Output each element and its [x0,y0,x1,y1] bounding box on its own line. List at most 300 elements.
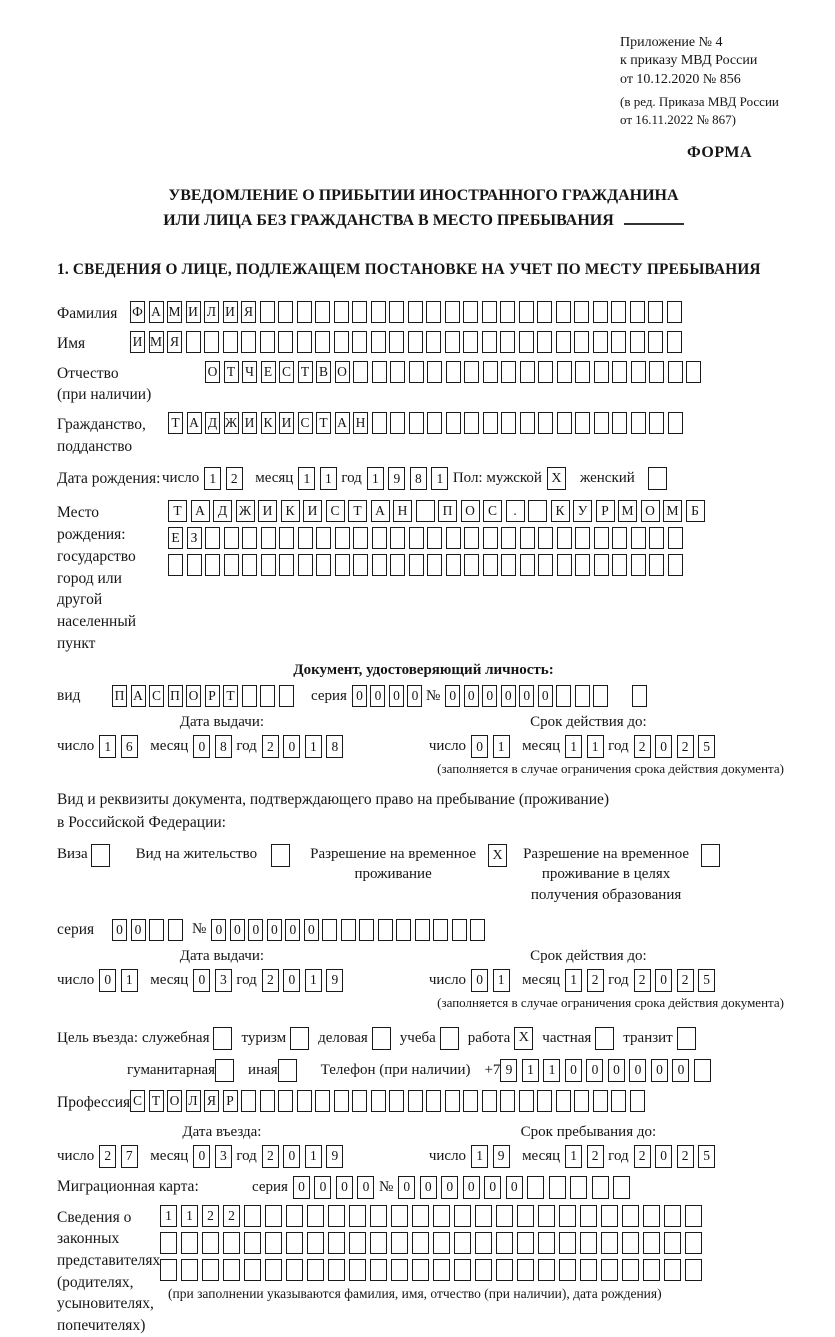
char-cell[interactable] [667,331,682,353]
char-cell[interactable]: 2 [677,969,694,992]
char-cell[interactable] [519,331,534,353]
char-cell[interactable]: 0 [586,1059,603,1082]
char-cell[interactable] [575,361,590,383]
char-cell[interactable]: Р [223,1090,238,1112]
char-cell[interactable]: 0 [482,685,497,707]
char-cell[interactable]: 1 [493,735,510,758]
temp-residence-education-checkbox[interactable] [701,844,720,867]
char-cell[interactable]: А [335,412,350,434]
char-cell[interactable] [557,527,572,549]
char-cell[interactable]: . [506,500,525,522]
char-cell[interactable] [685,1232,702,1254]
char-cell[interactable] [242,685,257,707]
sex-male-checkbox[interactable]: X [547,467,566,490]
char-cell[interactable] [580,1232,597,1254]
char-cell[interactable] [244,1205,261,1227]
purpose-work-checkbox[interactable]: X [514,1027,533,1050]
char-cell[interactable] [202,1232,219,1254]
char-cell[interactable] [390,412,405,434]
char-cell[interactable] [409,361,424,383]
char-cell[interactable] [261,554,276,576]
char-cell[interactable]: 0 [519,685,534,707]
char-cell[interactable] [278,301,293,323]
char-cell[interactable]: З [187,527,202,549]
char-cell[interactable]: 9 [500,1059,517,1082]
char-cell[interactable] [483,412,498,434]
char-cell[interactable] [580,1259,597,1281]
char-cell[interactable]: 0 [267,919,282,941]
char-cell[interactable] [265,1205,282,1227]
char-cell[interactable] [464,554,479,576]
char-cell[interactable] [475,1232,492,1254]
char-cell[interactable]: 1 [522,1059,539,1082]
char-cell[interactable]: 0 [506,1176,523,1199]
char-cell[interactable] [648,301,663,323]
purpose-business-checkbox[interactable] [372,1027,391,1050]
char-cell[interactable] [298,554,313,576]
char-cell[interactable]: Т [149,1090,164,1112]
char-cell[interactable] [446,527,461,549]
char-cell[interactable]: М [167,301,182,323]
char-cell[interactable] [412,1259,429,1281]
char-cell[interactable] [260,1090,275,1112]
char-cell[interactable] [242,527,257,549]
char-cell[interactable] [685,1205,702,1227]
char-cell[interactable]: П [112,685,127,707]
char-cell[interactable] [538,361,553,383]
temp-residence-checkbox[interactable]: X [488,844,507,867]
char-cell[interactable] [409,554,424,576]
char-cell[interactable]: 0 [283,735,300,758]
char-cell[interactable]: И [242,412,257,434]
char-cell[interactable] [463,331,478,353]
char-cell[interactable]: Т [168,412,183,434]
char-cell[interactable]: В [316,361,331,383]
char-cell[interactable] [664,1205,681,1227]
char-cell[interactable]: 1 [543,1059,560,1082]
char-cell[interactable]: Я [167,331,182,353]
char-cell[interactable]: 0 [314,1176,331,1199]
char-cell[interactable] [611,1090,626,1112]
char-cell[interactable]: Д [205,412,220,434]
char-cell[interactable] [517,1232,534,1254]
char-cell[interactable] [390,527,405,549]
char-cell[interactable] [685,1259,702,1281]
char-cell[interactable]: 2 [262,969,279,992]
char-cell[interactable] [371,1090,386,1112]
char-cell[interactable] [593,1090,608,1112]
char-cell[interactable] [445,331,460,353]
char-cell[interactable]: Л [186,1090,201,1112]
char-cell[interactable] [372,412,387,434]
char-cell[interactable]: 0 [112,919,127,941]
char-cell[interactable]: И [258,500,277,522]
char-cell[interactable]: 1 [367,467,384,490]
char-cell[interactable]: 2 [587,969,604,992]
char-cell[interactable] [261,527,276,549]
char-cell[interactable]: С [483,500,502,522]
char-cell[interactable] [307,1232,324,1254]
char-cell[interactable]: С [130,1090,145,1112]
char-cell[interactable] [370,1259,387,1281]
char-cell[interactable]: 0 [293,1176,310,1199]
char-cell[interactable] [265,1232,282,1254]
purpose-study-checkbox[interactable] [440,1027,459,1050]
char-cell[interactable] [686,361,701,383]
char-cell[interactable]: 3 [215,1145,232,1168]
char-cell[interactable] [349,1259,366,1281]
char-cell[interactable]: 6 [121,735,138,758]
char-cell[interactable] [537,301,552,323]
char-cell[interactable] [594,361,609,383]
char-cell[interactable]: Ж [224,412,239,434]
char-cell[interactable] [694,1059,711,1082]
char-cell[interactable] [265,1259,282,1281]
char-cell[interactable] [574,301,589,323]
char-cell[interactable] [286,1259,303,1281]
char-cell[interactable]: 0 [193,969,210,992]
char-cell[interactable]: О [641,500,660,522]
char-cell[interactable] [475,1205,492,1227]
char-cell[interactable] [370,1205,387,1227]
char-cell[interactable]: Н [393,500,412,522]
char-cell[interactable] [622,1232,639,1254]
char-cell[interactable]: 0 [407,685,422,707]
char-cell[interactable] [315,1090,330,1112]
char-cell[interactable]: И [223,301,238,323]
char-cell[interactable]: 5 [698,1145,715,1168]
residence-permit-checkbox[interactable] [271,844,290,867]
char-cell[interactable] [470,919,485,941]
char-cell[interactable] [630,331,645,353]
char-cell[interactable] [352,301,367,323]
char-cell[interactable] [538,1259,555,1281]
char-cell[interactable] [370,1232,387,1254]
char-cell[interactable] [372,527,387,549]
char-cell[interactable] [575,412,590,434]
char-cell[interactable]: Р [596,500,615,522]
char-cell[interactable] [593,301,608,323]
char-cell[interactable]: 0 [463,1176,480,1199]
char-cell[interactable]: 0 [655,735,672,758]
char-cell[interactable] [446,361,461,383]
char-cell[interactable] [668,412,683,434]
char-cell[interactable] [241,1090,256,1112]
char-cell[interactable]: У [573,500,592,522]
char-cell[interactable] [202,1259,219,1281]
char-cell[interactable] [279,527,294,549]
char-cell[interactable] [396,919,411,941]
char-cell[interactable] [307,1205,324,1227]
char-cell[interactable] [409,527,424,549]
char-cell[interactable] [334,1090,349,1112]
char-cell[interactable]: 2 [223,1205,240,1227]
char-cell[interactable] [575,554,590,576]
char-cell[interactable] [244,1259,261,1281]
char-cell[interactable] [371,331,386,353]
char-cell[interactable]: 1 [305,1145,322,1168]
char-cell[interactable] [372,554,387,576]
char-cell[interactable]: 0 [193,1145,210,1168]
char-cell[interactable] [537,331,552,353]
char-cell[interactable] [594,412,609,434]
purpose-humanitarian-checkbox[interactable] [215,1059,234,1082]
char-cell[interactable] [260,331,275,353]
char-cell[interactable] [501,527,516,549]
char-cell[interactable]: 0 [336,1176,353,1199]
char-cell[interactable] [611,331,626,353]
char-cell[interactable] [349,1232,366,1254]
char-cell[interactable] [500,1090,515,1112]
char-cell[interactable] [408,331,423,353]
char-cell[interactable] [353,361,368,383]
char-cell[interactable] [389,1090,404,1112]
char-cell[interactable] [316,527,331,549]
char-cell[interactable] [549,1176,566,1199]
char-cell[interactable] [520,361,535,383]
char-cell[interactable] [334,331,349,353]
char-cell[interactable] [349,1205,366,1227]
char-cell[interactable] [592,1176,609,1199]
char-cell[interactable] [483,527,498,549]
purpose-official-checkbox[interactable] [213,1027,232,1050]
char-cell[interactable] [538,1205,555,1227]
char-cell[interactable] [205,554,220,576]
char-cell[interactable]: Т [168,500,187,522]
char-cell[interactable] [160,1259,177,1281]
char-cell[interactable]: 9 [388,467,405,490]
char-cell[interactable] [412,1205,429,1227]
char-cell[interactable] [328,1259,345,1281]
char-cell[interactable] [298,527,313,549]
char-cell[interactable] [205,527,220,549]
char-cell[interactable]: 1 [565,1145,582,1168]
char-cell[interactable] [187,554,202,576]
char-cell[interactable]: 5 [698,735,715,758]
char-cell[interactable] [390,361,405,383]
char-cell[interactable]: 0 [651,1059,668,1082]
char-cell[interactable] [668,554,683,576]
char-cell[interactable] [500,331,515,353]
char-cell[interactable]: О [167,1090,182,1112]
char-cell[interactable]: 0 [193,735,210,758]
char-cell[interactable] [408,1090,423,1112]
char-cell[interactable] [501,412,516,434]
char-cell[interactable] [371,301,386,323]
char-cell[interactable] [241,331,256,353]
purpose-private-checkbox[interactable] [595,1027,614,1050]
char-cell[interactable] [482,331,497,353]
char-cell[interactable] [632,685,647,707]
char-cell[interactable] [631,361,646,383]
char-cell[interactable]: А [187,412,202,434]
char-cell[interactable] [260,685,275,707]
char-cell[interactable] [538,412,553,434]
char-cell[interactable] [168,919,183,941]
char-cell[interactable] [556,685,571,707]
char-cell[interactable]: 1 [320,467,337,490]
char-cell[interactable] [519,301,534,323]
char-cell[interactable] [593,685,608,707]
char-cell[interactable] [433,1205,450,1227]
char-cell[interactable]: С [298,412,313,434]
char-cell[interactable]: 0 [445,685,460,707]
char-cell[interactable]: 2 [634,1145,651,1168]
char-cell[interactable]: С [149,685,164,707]
char-cell[interactable] [389,301,404,323]
char-cell[interactable] [631,412,646,434]
char-cell[interactable] [328,1205,345,1227]
char-cell[interactable]: О [335,361,350,383]
char-cell[interactable] [359,919,374,941]
char-cell[interactable] [557,361,572,383]
char-cell[interactable] [648,331,663,353]
char-cell[interactable]: 8 [215,735,232,758]
char-cell[interactable]: П [438,500,457,522]
char-cell[interactable] [528,500,547,522]
char-cell[interactable]: О [186,685,201,707]
char-cell[interactable]: 1 [181,1205,198,1227]
char-cell[interactable] [408,301,423,323]
char-cell[interactable] [611,301,626,323]
char-cell[interactable]: 0 [283,1145,300,1168]
char-cell[interactable]: 1 [298,467,315,490]
char-cell[interactable]: Е [261,361,276,383]
char-cell[interactable] [538,527,553,549]
char-cell[interactable]: 9 [326,969,343,992]
char-cell[interactable] [353,527,368,549]
char-cell[interactable]: 1 [431,467,448,490]
char-cell[interactable] [286,1205,303,1227]
char-cell[interactable] [643,1205,660,1227]
char-cell[interactable] [278,1090,293,1112]
char-cell[interactable] [575,685,590,707]
char-cell[interactable]: 5 [698,969,715,992]
char-cell[interactable] [520,554,535,576]
char-cell[interactable] [452,919,467,941]
char-cell[interactable] [601,1232,618,1254]
char-cell[interactable] [391,1259,408,1281]
char-cell[interactable]: 1 [565,969,582,992]
char-cell[interactable]: 0 [565,1059,582,1082]
char-cell[interactable] [315,301,330,323]
char-cell[interactable] [352,331,367,353]
char-cell[interactable] [631,527,646,549]
char-cell[interactable]: 7 [121,1145,138,1168]
char-cell[interactable] [537,1090,552,1112]
char-cell[interactable]: 0 [464,685,479,707]
sex-female-checkbox[interactable] [648,467,667,490]
char-cell[interactable] [353,554,368,576]
char-cell[interactable]: 1 [305,969,322,992]
char-cell[interactable] [445,1090,460,1112]
char-cell[interactable] [496,1232,513,1254]
char-cell[interactable] [464,527,479,549]
char-cell[interactable]: М [618,500,637,522]
char-cell[interactable] [445,301,460,323]
char-cell[interactable] [556,301,571,323]
char-cell[interactable] [664,1232,681,1254]
char-cell[interactable] [643,1232,660,1254]
char-cell[interactable] [527,1176,544,1199]
char-cell[interactable]: 2 [202,1205,219,1227]
char-cell[interactable] [649,412,664,434]
char-cell[interactable] [482,301,497,323]
char-cell[interactable]: 0 [471,969,488,992]
char-cell[interactable] [244,1232,261,1254]
char-cell[interactable]: 2 [262,1145,279,1168]
char-cell[interactable] [409,412,424,434]
char-cell[interactable]: 0 [99,969,116,992]
char-cell[interactable]: 0 [285,919,300,941]
char-cell[interactable]: 0 [357,1176,374,1199]
char-cell[interactable]: А [371,500,390,522]
char-cell[interactable] [315,331,330,353]
char-cell[interactable]: Я [241,301,256,323]
char-cell[interactable]: Ф [130,301,145,323]
char-cell[interactable]: П [168,685,183,707]
char-cell[interactable] [464,412,479,434]
char-cell[interactable]: М [663,500,682,522]
char-cell[interactable]: И [279,412,294,434]
char-cell[interactable]: 0 [370,685,385,707]
char-cell[interactable]: 1 [305,735,322,758]
char-cell[interactable] [416,500,435,522]
char-cell[interactable]: 2 [226,467,243,490]
char-cell[interactable] [649,554,664,576]
char-cell[interactable]: 9 [493,1145,510,1168]
char-cell[interactable] [426,331,441,353]
char-cell[interactable] [622,1205,639,1227]
char-cell[interactable] [160,1232,177,1254]
char-cell[interactable]: 0 [389,685,404,707]
char-cell[interactable] [341,919,356,941]
char-cell[interactable] [520,527,535,549]
char-cell[interactable] [649,527,664,549]
char-cell[interactable] [570,1176,587,1199]
char-cell[interactable]: 0 [538,685,553,707]
char-cell[interactable] [601,1259,618,1281]
char-cell[interactable] [278,331,293,353]
char-cell[interactable] [454,1232,471,1254]
char-cell[interactable]: Я [204,1090,219,1112]
char-cell[interactable] [519,1090,534,1112]
char-cell[interactable] [630,301,645,323]
char-cell[interactable] [427,361,442,383]
char-cell[interactable] [181,1259,198,1281]
char-cell[interactable]: 0 [484,1176,501,1199]
char-cell[interactable] [496,1259,513,1281]
char-cell[interactable]: М [149,331,164,353]
char-cell[interactable]: С [279,361,294,383]
purpose-tourism-checkbox[interactable] [290,1027,309,1050]
char-cell[interactable] [223,1259,240,1281]
char-cell[interactable] [181,1232,198,1254]
char-cell[interactable] [631,554,646,576]
char-cell[interactable]: Т [298,361,313,383]
char-cell[interactable]: Т [223,685,238,707]
char-cell[interactable] [391,1232,408,1254]
char-cell[interactable] [483,361,498,383]
char-cell[interactable]: 1 [565,735,582,758]
char-cell[interactable] [378,919,393,941]
char-cell[interactable]: 0 [230,919,245,941]
char-cell[interactable]: 0 [501,685,516,707]
char-cell[interactable]: 3 [215,969,232,992]
char-cell[interactable]: 0 [398,1176,415,1199]
char-cell[interactable] [412,1232,429,1254]
char-cell[interactable] [454,1205,471,1227]
